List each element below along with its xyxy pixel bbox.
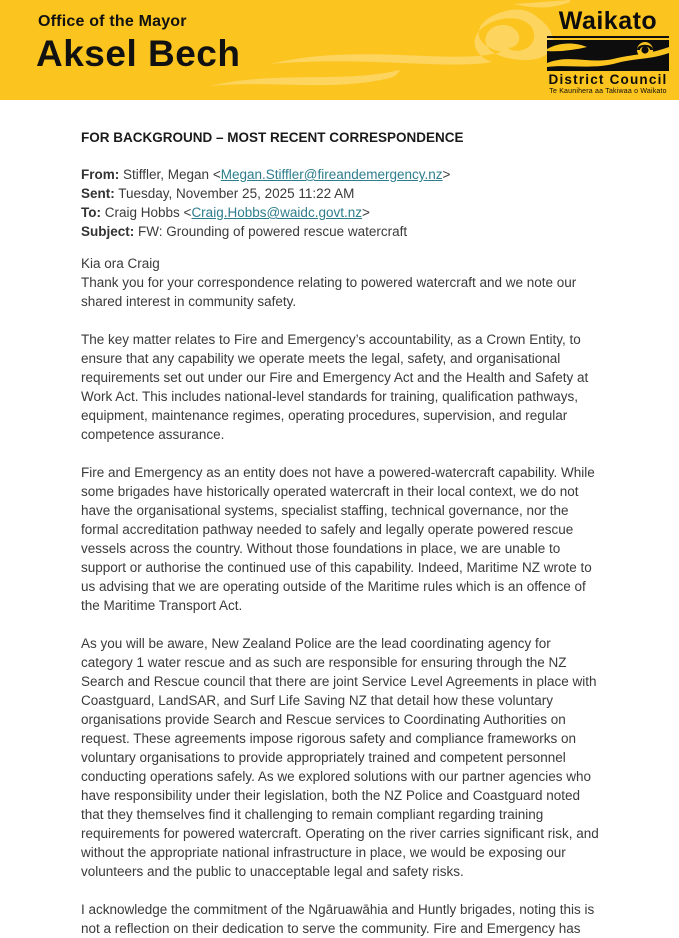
greeting-line: Kia ora Craig xyxy=(81,256,160,271)
body-paragraph: As you will be aware, New Zealand Police are the lead coordinating agency for category 1 water rescue and as such are responsible for ensuring through the NZ Search and Rescue council that there are joint Service Level Agreements in place with Coastguard, LandSAR, and Surf Life Saving NZ that detail how these voluntary organisations provide Search and Rescue services to Coordinating Authorities on request. These agreements impose rigorous safety and compliance frameworks on voluntary organisations to provide appropriately trained and competent personnel conducting operations safely. As we explored solutions with our partner agencies who have responsibility under their legislation, both the NZ Police and Coastguard noted that they themselves find it challenging to remain compliant regarding training requirements for powered watercraft. Operating on the river carries significant risk, and without the appropriate national infrastructure in place, we would be exposing our volunteers and the public to unacceptable legal and safety risks. xyxy=(81,636,599,879)
from-address-link[interactable]: Megan.Stiffler@fireandemergency.nz xyxy=(220,167,443,182)
from-name: Stiffler, Megan xyxy=(119,167,213,182)
subject-value: FW: Grounding of powered rescue watercraft xyxy=(134,224,408,239)
to-name: Craig Hobbs xyxy=(101,205,184,220)
sent-value: Tuesday, November 25, 2025 11:22 AM xyxy=(114,186,355,201)
angle-close: > xyxy=(442,167,451,182)
body-paragraph: The key matter relates to Fire and Emergency’s accountability, as a Crown Entity, to ensure that any capability we operate meets the legal, safety, and organisational requirements set out under our Fire and Emergency Act and the Health and Safety at Work Act. This includes national-level standards for training, qualification pathways, equipment, maintenance regimes, operating procedures, supervision, and regular competence assurance. xyxy=(81,332,589,442)
email-meta-block xyxy=(81,165,605,241)
body-paragraph: Fire and Emergency as an entity does not have a powered-watercraft capability. While some brigades have historically operated watercraft in their local context, we do not have the organisational systems, specialist staffing, technical governance, nor the formal accreditation pathway needed to safely and legally operate powered rescue vessels across the country. Without those foundations in place, we are unable to support or authorise the continued use of this capability. Indeed, Maritime NZ wrote to us advising that we are operating outside of the Maritime rules which is an offence of the Maritime Transport Act. xyxy=(81,465,595,613)
to-label: To: xyxy=(81,205,101,220)
sent-line xyxy=(81,184,605,203)
angle-close: > xyxy=(361,205,370,220)
logo-council-label: District Council xyxy=(548,72,668,87)
document-heading: FOR BACKGROUND – MOST RECENT CORRESPONDENCE xyxy=(81,130,464,145)
angle-open: < xyxy=(212,167,221,182)
to-line xyxy=(81,203,605,222)
mayor-name: Aksel Bech xyxy=(36,33,241,74)
letter-content xyxy=(0,100,679,938)
from-line xyxy=(81,165,605,184)
body-paragraph: Thank you for your correspondence relating to powered watercraft and we note our shared interest in community safety. xyxy=(81,275,577,309)
logo-region-label: Waikato xyxy=(547,9,669,38)
body-paragraph: I acknowledge the commitment of the Ngāruawāhia and Huntly brigades, noting this is not a reflection on their dedication to serve the community. Fire and Emergency has xyxy=(81,902,595,936)
letterhead-banner xyxy=(0,0,679,100)
subject-label: Subject: xyxy=(81,224,135,239)
to-address-link[interactable]: Craig.Hobbs@waidc.govt.nz xyxy=(191,205,362,220)
logo-waves-graphic xyxy=(547,40,669,71)
office-of-the-mayor-label: Office of the Mayor xyxy=(38,13,187,30)
from-label: From: xyxy=(81,167,120,182)
subject-line xyxy=(81,222,605,241)
waikato-district-council-logo xyxy=(547,9,669,95)
logo-tagline: Te Kaunihera aa Takiwaa o Waikato xyxy=(549,88,667,95)
sent-label: Sent: xyxy=(81,186,115,201)
angle-open: < xyxy=(183,205,192,220)
